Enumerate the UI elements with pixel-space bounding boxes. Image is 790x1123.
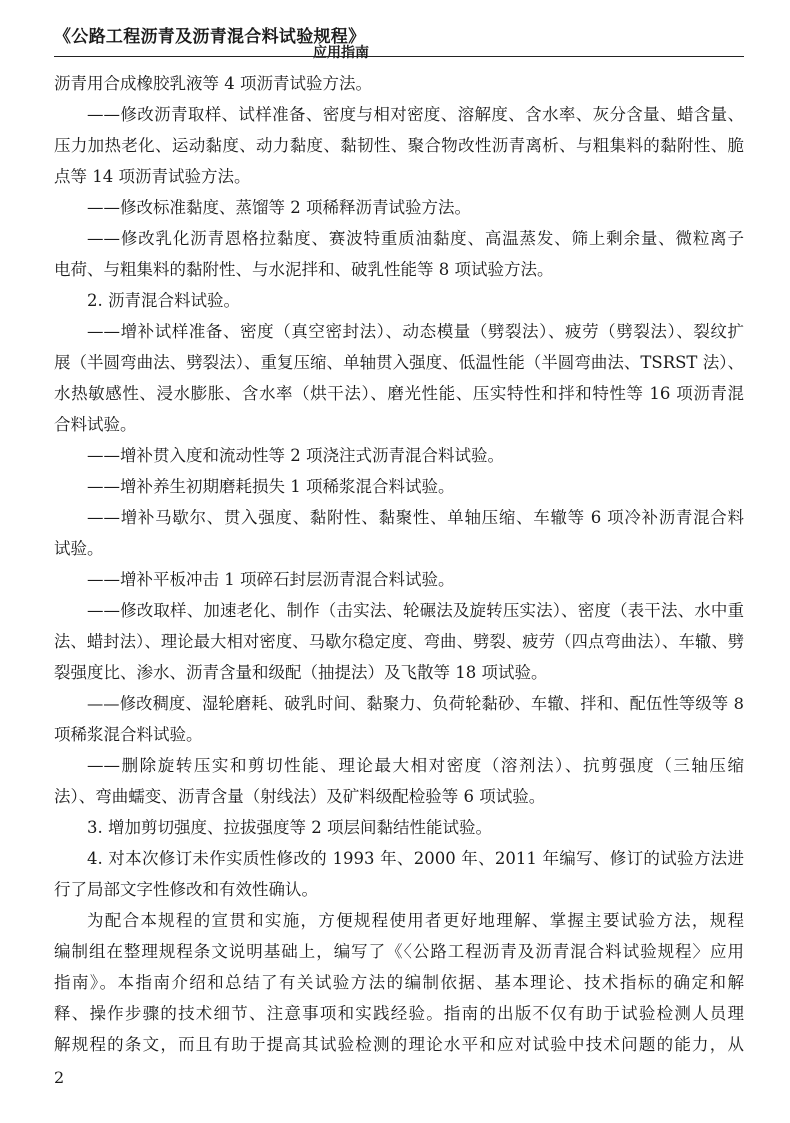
text-line: ——修改标准黏度、蒸馏等 2 项稀释沥青试验方法。 xyxy=(87,198,471,217)
header-rule xyxy=(54,56,744,57)
text-line: 点等 14 项沥青试验方法。 xyxy=(54,167,251,186)
text-line: 指南》。本指南介绍和总结了有关试验方法的编制依据、基本理论、技术指标的确定和解 xyxy=(54,973,744,992)
text-line: 为配合本规程的宣贯和实施，方便规程使用者更好地理解、掌握主要试验方法，规程 xyxy=(87,911,744,930)
text-line: ——增补养生初期磨耗损失 1 项稀浆混合料试验。 xyxy=(87,477,455,496)
text-line: 试验。 xyxy=(54,539,104,558)
text-line: 法、蜡封法）、理论最大相对密度、马歇尔稳定度、弯曲、劈裂、疲劳（四点弯曲法）、车辙、劈 xyxy=(54,632,744,651)
text-line: 合料试验。 xyxy=(54,415,137,434)
page-number: 2 xyxy=(54,1068,65,1087)
text-line: 水热敏感性、浸水膨胀、含水率（烘干法）、磨光性能、压实特性和拌和特性等 16 项沥青混 xyxy=(54,384,744,403)
section-heading: 2. 沥青混合料试验。 xyxy=(87,291,240,310)
text-line: 编制组在整理规程条文说明基础上，编写了《〈公路工程沥青及沥青混合料试验规程〉应用 xyxy=(54,942,744,961)
text-line: 电荷、与粗集料的黏附性、与水泥拌和、破乳性能等 8 项试验方法。 xyxy=(54,260,554,279)
text-line: 裂强度比、渗水、沥青含量和级配（抽提法）及飞散等 18 项试验。 xyxy=(54,663,548,682)
header-book-title: 《公路工程沥青及沥青混合料试验规程》 xyxy=(54,27,366,47)
text-line: ——增补试样准备、密度（真空密封法）、动态模量（劈裂法）、疲劳（劈裂法）、裂纹扩 xyxy=(87,322,744,341)
text-line: ——增补马歇尔、贯入强度、黏附性、黏聚性、单轴压缩、车辙等 6 项冷补沥青混合料 xyxy=(87,508,744,527)
text-line: 解规程的条文，而且有助于提高其试验检测的理论水平和应对试验中技术问题的能力，从 xyxy=(54,1035,744,1054)
text-line: ——修改稠度、湿轮磨耗、破乳时间、黏聚力、负荷轮黏砂、车辙、拌和、配伍性等级等 8 xyxy=(87,694,744,713)
body-text xyxy=(54,68,744,1060)
running-header xyxy=(54,16,744,62)
text-line: 3. 增加剪切强度、拉拔强度等 2 项层间黏结性能试验。 xyxy=(87,818,492,837)
text-line: 沥青用合成橡胶乳液等 4 项沥青试验方法。 xyxy=(54,74,372,93)
header-subtitle: 应用指南 xyxy=(313,45,369,61)
text-line: 释、操作步骤的技术细节、注意事项和实践经验。指南的出版不仅有助于试验检测人员理 xyxy=(54,1004,744,1023)
text-line: 行了局部文字性修改和有效性确认。 xyxy=(54,880,318,899)
text-line: ——修改乳化沥青恩格拉黏度、赛波特重质油黏度、高温蒸发、筛上剩余量、微粒离子 xyxy=(87,229,744,248)
text-line: 4. 对本次修订未作实质性修改的 1993 年、2000 年、2011 年编写、修订的试验方法进 xyxy=(87,849,744,868)
text-line: 压力加热老化、运动黏度、动力黏度、黏韧性、聚合物改性沥青离析、与粗集料的黏附性、脆 xyxy=(54,136,744,155)
text-line: 项稀浆混合料试验。 xyxy=(54,725,203,744)
text-line: ——增补平板冲击 1 项碎石封层沥青混合料试验。 xyxy=(87,570,455,589)
text-line: ——增补贯入度和流动性等 2 项浇注式沥青混合料试验。 xyxy=(87,446,504,465)
text-line: ——修改沥青取样、试样准备、密度与相对密度、溶解度、含水率、灰分含量、蜡含量、 xyxy=(87,105,744,124)
text-line: ——删除旋转压实和剪切性能、理论最大相对密度（溶剂法）、抗剪强度（三轴压缩 xyxy=(87,756,744,775)
text-line: ——修改取样、加速老化、制作（击实法、轮碾法及旋转压实法）、密度（表干法、水中重 xyxy=(87,601,744,620)
text-line: 展（半圆弯曲法、劈裂法）、重复压缩、单轴贯入强度、低温性能（半圆弯曲法、TSRST 法）、 xyxy=(54,353,744,372)
text-line: 法）、弯曲蠕变、沥青含量（射线法）及矿料级配检验等 6 项试验。 xyxy=(54,787,546,806)
